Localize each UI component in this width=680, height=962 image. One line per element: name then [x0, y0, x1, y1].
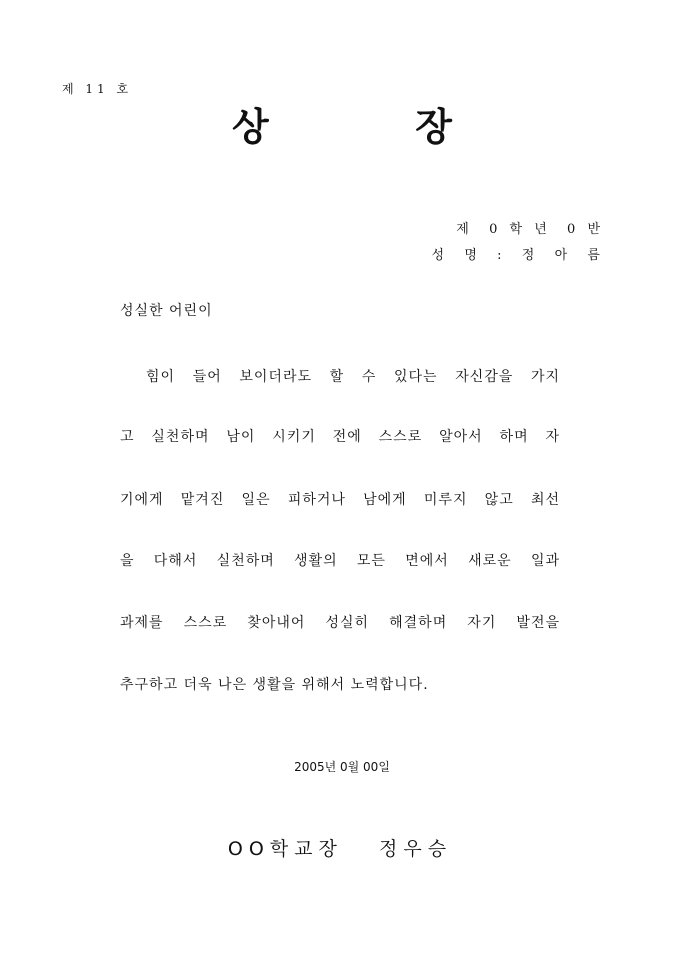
body-line: 기에게 맡겨진 일은 피하거나 남에게 미루지 않고 최선: [120, 492, 560, 508]
principal-signature: OO학교장 정우승: [227, 838, 453, 860]
body-line: 추구하고 더욱 나은 생활을 위해서 노력합니다.: [120, 677, 429, 693]
award-name: 성실한 어린이: [120, 303, 213, 319]
body-line: 과제를 스스로 찾아내어 성실히 해결하며 자기 발전을: [120, 615, 560, 631]
recipient-name: 성 명 : 정 아 름: [431, 248, 604, 263]
certificate-number: 제 11 호: [62, 82, 133, 96]
body-line: 을 다해서 실천하며 생활의 모든 면에서 새로운 일과: [120, 553, 560, 569]
body-line: 고 실천하며 남이 시키기 전에 스스로 알아서 하며 자: [120, 429, 560, 445]
recipient-class: 제 0 학 년 0 반: [456, 222, 604, 237]
award-date: 2005년 0월 00일: [294, 760, 390, 774]
certificate-title: [232, 96, 452, 151]
title-char-2: 장: [415, 105, 452, 149]
title-char-1: 상: [232, 105, 269, 149]
body-line: 힘이 들어 보이더라도 할 수 있다는 자신감을 가지: [146, 369, 560, 385]
